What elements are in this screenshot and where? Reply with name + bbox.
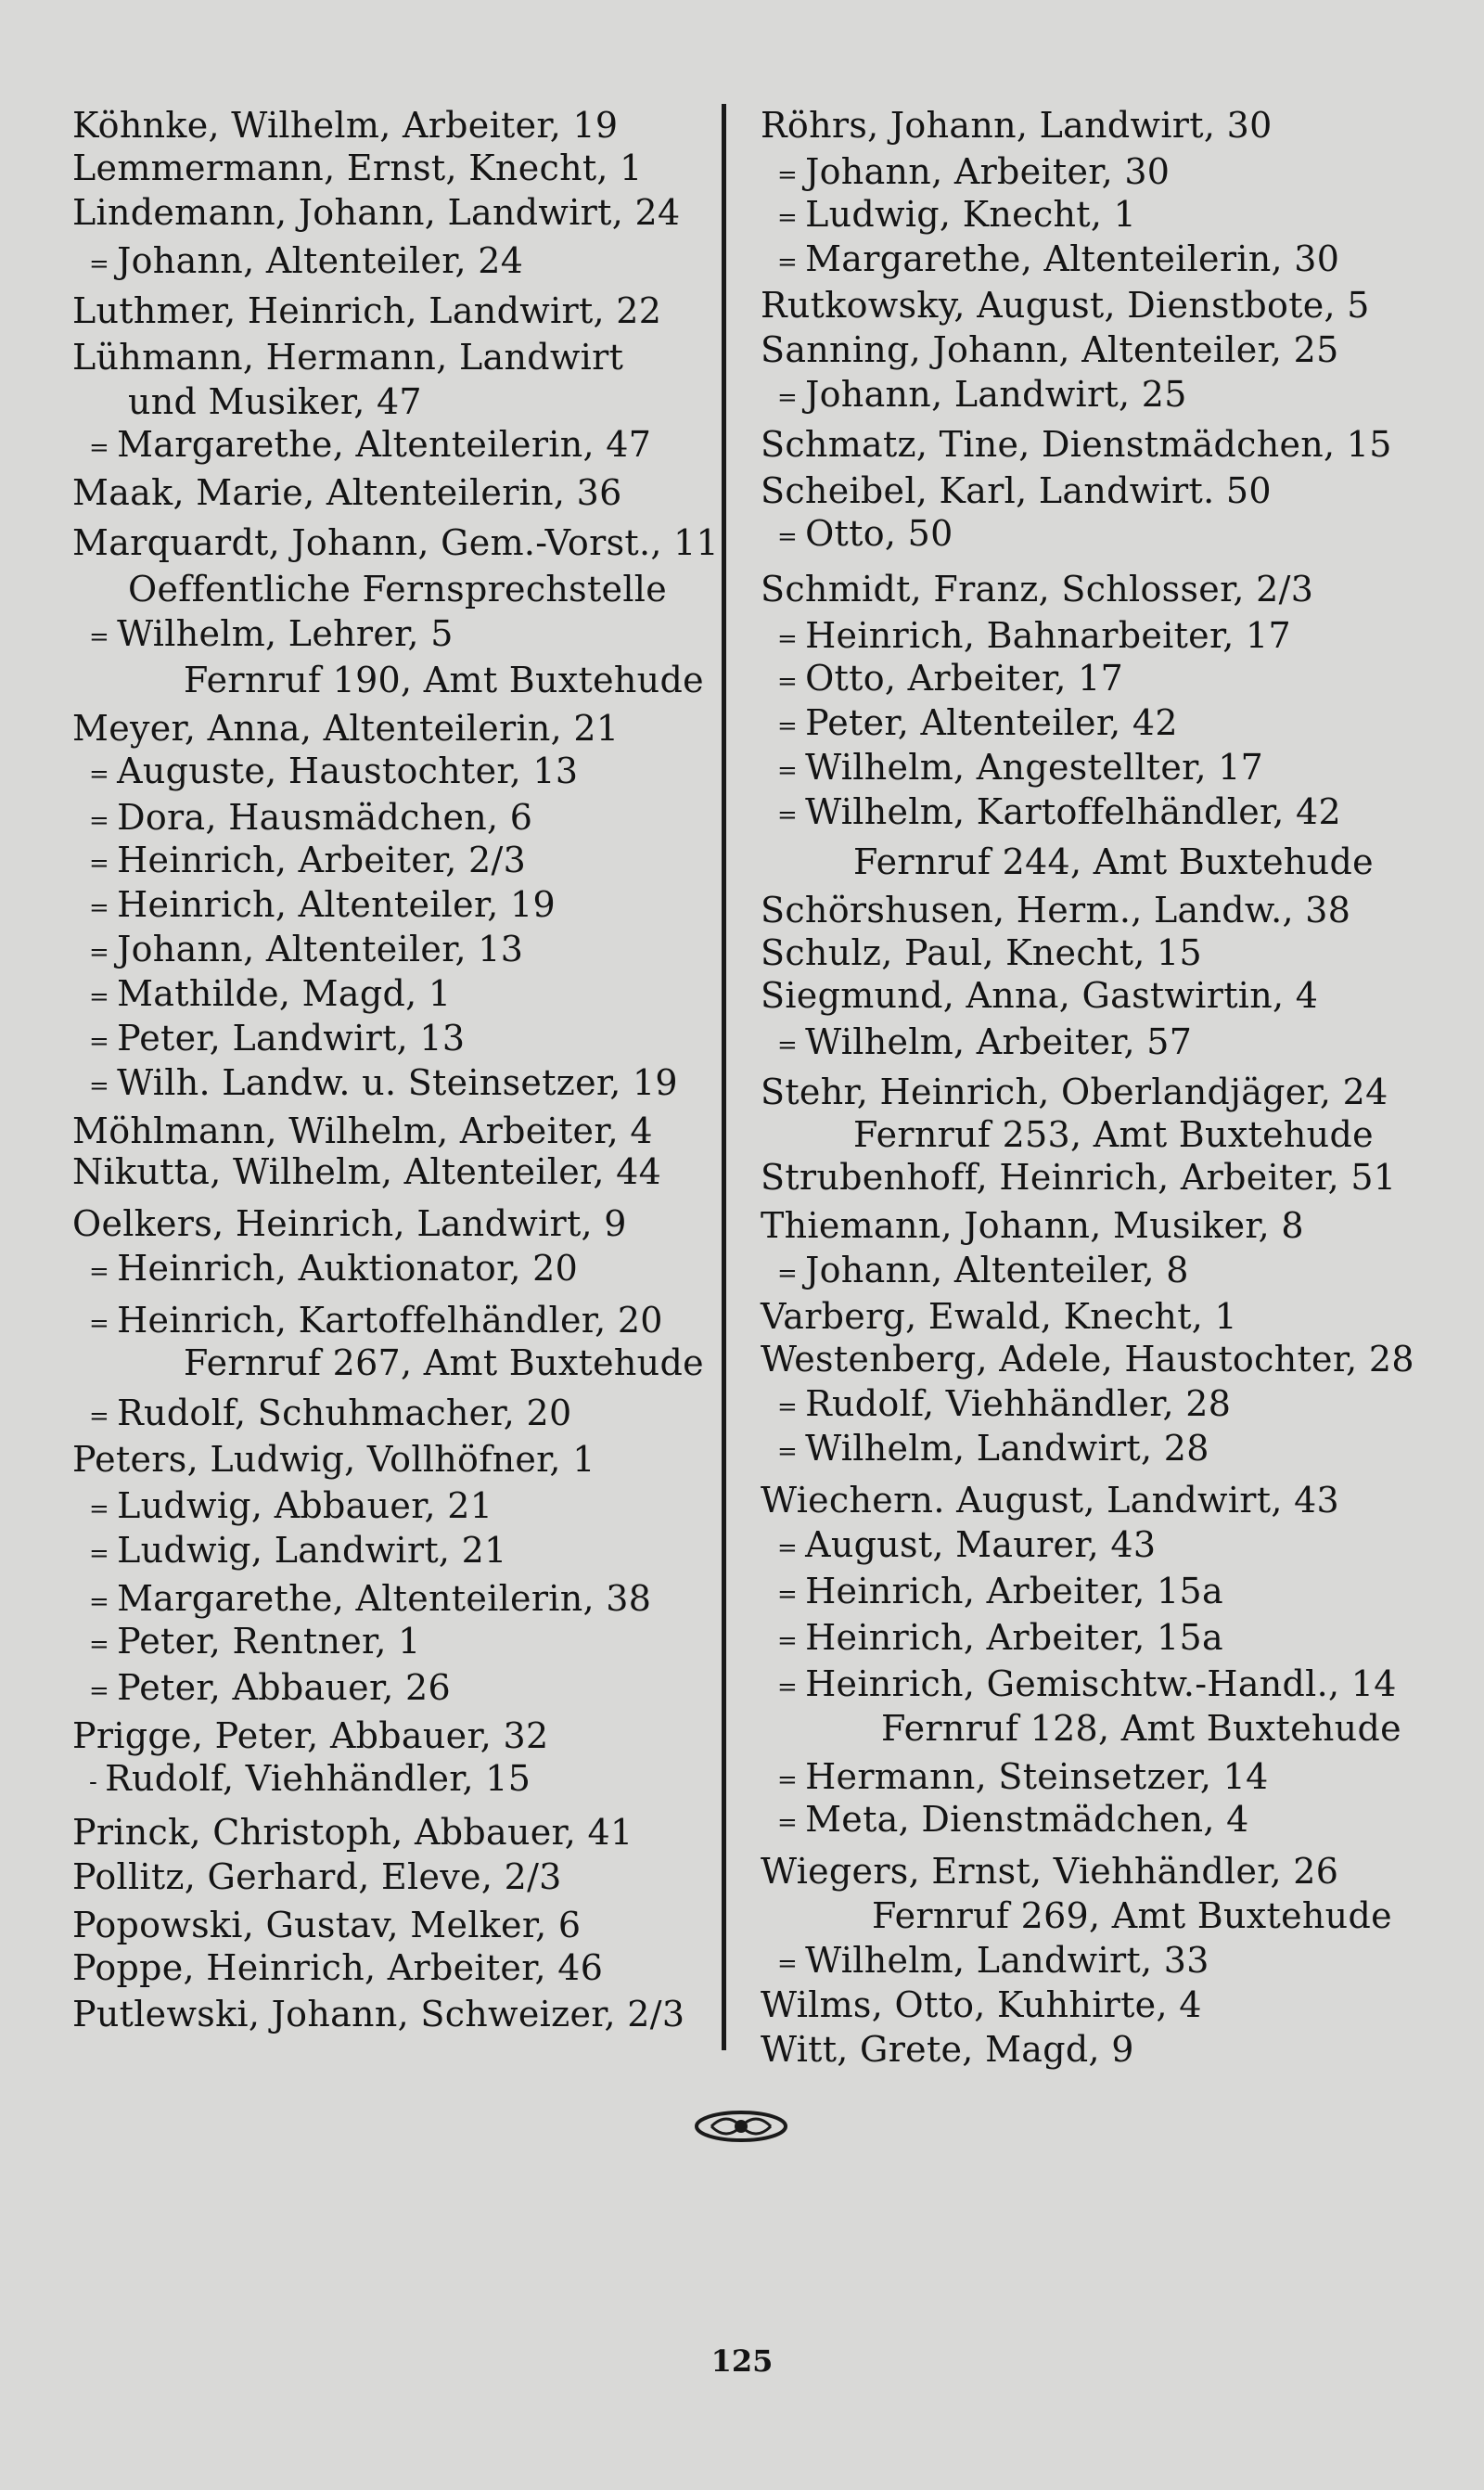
directory-entry <box>89 1757 531 1800</box>
entry-text: August, Maurer, 43 <box>805 1524 1157 1565</box>
entry-text: Johann, Landwirt, 25 <box>805 374 1187 415</box>
entry-text: Johann, Altenteiler, 24 <box>117 240 524 281</box>
entry-text: Wilhelm, Landwirt, 28 <box>805 1428 1209 1469</box>
entry-text: Popowski, Gustav, Melker, 6 <box>72 1905 582 1945</box>
directory-entry <box>128 380 422 423</box>
directory-entry <box>777 657 1123 700</box>
directory-entry <box>777 1662 1397 1705</box>
entry-text: Heinrich, Gemischtw.-Handl., 14 <box>805 1663 1397 1704</box>
directory-entry <box>72 1110 653 1152</box>
directory-entry <box>761 1983 1202 2026</box>
ditto-mark: = <box>89 849 110 878</box>
directory-entry <box>853 841 1374 883</box>
entry-text: Johann, Altenteiler, 8 <box>805 1250 1189 1290</box>
ditto-mark: = <box>777 1626 799 1655</box>
directory-entry <box>89 750 578 792</box>
entry-text: Fernruf 253, Amt Buxtehude <box>853 1114 1374 1155</box>
entry-text: Oelkers, Heinrich, Landwirt, 9 <box>72 1203 627 1244</box>
directory-entry <box>872 1894 1392 1937</box>
directory-entry <box>128 568 667 610</box>
entry-text: Rudolf, Schuhmacher, 20 <box>117 1393 572 1433</box>
directory-entry <box>72 147 643 189</box>
entry-text: Peter, Altenteiler, 42 <box>805 702 1178 743</box>
entry-text: Schmidt, Franz, Schlosser, 2/3 <box>761 569 1314 610</box>
ditto-mark: = <box>89 1309 110 1338</box>
directory-entry <box>761 328 1339 371</box>
entry-text: Johann, Altenteiler, 13 <box>117 929 524 969</box>
ditto-mark: = <box>89 1257 110 1286</box>
directory-entry <box>89 1577 651 1620</box>
entry-text: Möhlmann, Wilhelm, Arbeiter, 4 <box>72 1110 653 1151</box>
page-number: 125 <box>710 2343 774 2379</box>
entry-text: Marquardt, Johann, Gem.-Vorst., 11 <box>72 522 720 563</box>
ditto-mark: = <box>777 1765 799 1794</box>
directory-entry <box>777 237 1339 280</box>
entry-text: Heinrich, Arbeiter, 15a <box>805 1571 1223 1611</box>
directory-entry <box>777 1249 1189 1291</box>
entry-text: Prigge, Peter, Abbauer, 32 <box>72 1715 549 1756</box>
directory-entry <box>72 471 622 514</box>
directory-entry <box>761 568 1313 610</box>
directory-entry <box>777 1523 1156 1566</box>
entry-text: Rudolf, Viehhändler, 28 <box>805 1383 1232 1424</box>
entry-text: Wilms, Otto, Kuhhirte, 4 <box>761 1984 1202 2025</box>
directory-entry <box>72 1993 684 2035</box>
ditto-mark: = <box>89 893 110 922</box>
entry-text: Wilhelm, Lehrer, 5 <box>117 613 454 654</box>
directory-entry <box>72 1811 633 1854</box>
directory-entry <box>89 1666 451 1709</box>
directory-entry <box>777 373 1187 416</box>
entry-text: Witt, Grete, Magd, 9 <box>761 2029 1134 2070</box>
directory-entry <box>72 1438 595 1481</box>
entry-text: Lindemann, Johann, Landwirt, 24 <box>72 192 681 233</box>
fleuron-ornament-icon <box>693 2108 789 2145</box>
entry-text: Röhrs, Johann, Landwirt, 30 <box>761 105 1273 146</box>
directory-entry <box>89 423 651 466</box>
ditto-mark: - <box>89 1767 98 1796</box>
directory-entry <box>777 1755 1269 1798</box>
entry-text: Wilhelm, Angestellter, 17 <box>805 747 1264 788</box>
directory-entry <box>761 1850 1338 1893</box>
directory-entry <box>761 2028 1134 2071</box>
directory-entry <box>89 239 523 282</box>
ditto-mark: = <box>777 203 799 232</box>
entry-text: Otto, 50 <box>805 513 953 554</box>
ditto-mark: = <box>777 383 799 412</box>
directory-entry <box>72 1855 562 1898</box>
directory-entry <box>184 1341 704 1384</box>
directory-entry <box>89 1529 507 1572</box>
ditto-mark: = <box>777 1534 799 1562</box>
entry-text: Fernruf 128, Amt Buxtehude <box>881 1708 1401 1749</box>
ditto-mark: = <box>89 938 110 967</box>
directory-entry <box>777 512 953 555</box>
entry-text: Wiegers, Ernst, Viehhändler, 26 <box>761 1851 1339 1892</box>
entry-text: Fernruf 267, Amt Buxtehude <box>184 1342 704 1383</box>
ditto-mark: = <box>89 1402 110 1431</box>
directory-entry <box>761 1204 1304 1247</box>
directory-entry <box>777 193 1136 236</box>
ditto-mark: = <box>89 1072 110 1100</box>
ditto-mark: = <box>777 1808 799 1837</box>
directory-entry <box>89 928 523 970</box>
directory-entry <box>761 931 1202 974</box>
ditto-mark: = <box>777 1259 799 1288</box>
directory-entry <box>777 150 1170 193</box>
entry-text: Wilhelm, Kartoffelhändler, 42 <box>805 791 1341 832</box>
ditto-mark: = <box>89 622 110 651</box>
directory-entry <box>89 972 451 1015</box>
entry-text: Schörshusen, Herm., Landw., 38 <box>761 890 1351 931</box>
directory-entry <box>89 883 556 926</box>
entry-text: Heinrich, Arbeiter, 2/3 <box>117 840 527 880</box>
ditto-mark: = <box>89 433 110 462</box>
ditto-mark: = <box>89 1027 110 1056</box>
entry-text: Princk, Christoph, Abbauer, 41 <box>72 1812 633 1853</box>
entry-text: Heinrich, Bahnarbeiter, 17 <box>805 615 1291 656</box>
entry-text: Lühmann, Hermann, Landwirt <box>72 337 624 378</box>
entry-text: Fernruf 269, Amt Buxtehude <box>872 1895 1392 1936</box>
entry-text: Westenberg, Adele, Haustochter, 28 <box>761 1339 1414 1380</box>
directory-entry <box>89 1392 571 1434</box>
ditto-mark: = <box>89 806 110 835</box>
directory-entry <box>89 612 454 655</box>
entry-text: Thiemann, Johann, Musiker, 8 <box>761 1205 1304 1246</box>
entry-text: Wilhelm, Landwirt, 33 <box>805 1940 1209 1981</box>
directory-entry <box>72 707 619 750</box>
directory-entry <box>89 839 526 881</box>
directory-entry <box>777 1382 1231 1425</box>
directory-entry <box>761 1156 1396 1199</box>
directory-entry <box>761 284 1370 327</box>
ditto-mark: = <box>777 1031 799 1059</box>
entry-text: Schulz, Paul, Knecht, 15 <box>761 932 1202 973</box>
entry-text: Oeffentliche Fernsprechstelle <box>128 569 668 610</box>
directory-entry <box>777 1427 1209 1470</box>
directory-entry <box>761 1338 1414 1380</box>
entry-text: Meyer, Anna, Altenteilerin, 21 <box>72 708 620 749</box>
entry-text: Margarethe, Altenteilerin, 38 <box>117 1578 652 1619</box>
directory-entry <box>72 1202 627 1245</box>
entry-text: Ludwig, Knecht, 1 <box>805 194 1137 235</box>
ditto-mark: = <box>89 1630 110 1659</box>
directory-entry <box>777 701 1178 744</box>
ditto-mark: = <box>89 1539 110 1568</box>
entry-text: Stehr, Heinrich, Oberlandjäger, 24 <box>761 1072 1388 1112</box>
ditto-mark: = <box>777 667 799 696</box>
entry-text: Heinrich, Arbeiter, 15a <box>805 1617 1223 1658</box>
ditto-mark: = <box>89 1587 110 1616</box>
entry-text: Heinrich, Kartoffelhändler, 20 <box>117 1300 663 1341</box>
directory-entry <box>777 1616 1223 1659</box>
ditto-mark: = <box>777 1393 799 1421</box>
column-divider <box>722 104 726 2050</box>
directory-entry <box>72 521 719 564</box>
entry-text: Putlewski, Johann, Schweizer, 2/3 <box>72 1994 685 2034</box>
entry-text: Mathilde, Magd, 1 <box>117 973 452 1014</box>
ditto-mark: = <box>89 1676 110 1705</box>
entry-text: Meta, Dienstmädchen, 4 <box>805 1799 1249 1840</box>
entry-text: Hermann, Steinsetzer, 14 <box>805 1756 1269 1797</box>
entry-text: Luthmer, Heinrich, Landwirt, 22 <box>72 290 662 331</box>
directory-entry <box>777 790 1341 833</box>
entry-text: Ludwig, Abbauer, 21 <box>117 1485 493 1526</box>
directory-entry <box>184 659 704 701</box>
entry-text: Peter, Landwirt, 13 <box>117 1018 466 1059</box>
directory-entry <box>761 423 1392 466</box>
directory-entry <box>72 289 661 332</box>
directory-entry <box>72 1904 581 1946</box>
entry-text: Peter, Rentner, 1 <box>117 1621 421 1662</box>
ditto-mark: = <box>777 801 799 829</box>
directory-entry <box>89 1247 578 1290</box>
entry-text: Maak, Marie, Altenteilerin, 36 <box>72 472 622 513</box>
directory-entry <box>777 1570 1223 1612</box>
entry-text: Wilhelm, Arbeiter, 57 <box>805 1021 1193 1062</box>
entry-text: Lemmermann, Ernst, Knecht, 1 <box>72 148 643 188</box>
ditto-mark: = <box>777 624 799 653</box>
ditto-mark: = <box>89 250 110 278</box>
entry-text: Johann, Arbeiter, 30 <box>805 151 1171 192</box>
entry-text: Wilh. Landw. u. Steinsetzer, 19 <box>117 1062 678 1103</box>
directory-entry <box>777 746 1263 789</box>
entry-text: Strubenhoff, Heinrich, Arbeiter, 51 <box>761 1157 1397 1198</box>
entry-text: und Musiker, 47 <box>128 381 422 422</box>
ditto-mark: = <box>777 248 799 276</box>
ditto-mark: = <box>777 160 799 189</box>
directory-entry <box>89 1017 465 1059</box>
directory-entry <box>72 191 680 234</box>
entry-text: Sanning, Johann, Altenteiler, 25 <box>761 329 1339 370</box>
entry-text: Siegmund, Anna, Gastwirtin, 4 <box>761 975 1319 1016</box>
directory-entry <box>761 974 1318 1017</box>
entry-text: Pollitz, Gerhard, Eleve, 2/3 <box>72 1856 562 1897</box>
directory-entry <box>777 1798 1249 1841</box>
directory-entry <box>72 1946 603 1989</box>
entry-text: Ludwig, Landwirt, 21 <box>117 1530 507 1571</box>
directory-entry <box>89 1299 663 1341</box>
entry-text: Köhnke, Wilhelm, Arbeiter, 19 <box>72 105 619 146</box>
directory-entry <box>761 469 1272 512</box>
directory-entry <box>89 1484 493 1527</box>
entry-text: Schmatz, Tine, Dienstmädchen, 15 <box>761 424 1392 465</box>
directory-entry <box>777 1939 1209 1982</box>
ditto-mark: = <box>777 1673 799 1701</box>
entry-text: Wiechern. August, Landwirt, 43 <box>761 1480 1340 1521</box>
directory-entry <box>777 614 1291 657</box>
directory-entry <box>72 104 618 147</box>
entry-text: Margarethe, Altenteilerin, 47 <box>117 424 652 465</box>
ditto-mark: = <box>89 760 110 789</box>
entry-text: Heinrich, Altenteiler, 19 <box>117 884 556 925</box>
entry-text: Otto, Arbeiter, 17 <box>805 658 1124 699</box>
directory-entry <box>72 336 623 379</box>
entry-text: Margarethe, Altenteilerin, 30 <box>805 238 1340 279</box>
directory-entry <box>853 1113 1374 1156</box>
entry-text: Heinrich, Auktionator, 20 <box>117 1248 579 1289</box>
directory-entry <box>72 1714 548 1757</box>
entry-text: Rutkowsky, August, Dienstbote, 5 <box>761 285 1370 326</box>
entry-text: Poppe, Heinrich, Arbeiter, 46 <box>72 1947 604 1988</box>
directory-entry <box>761 1479 1339 1521</box>
directory-entry <box>72 1150 661 1193</box>
directory-entry <box>761 1071 1388 1113</box>
entry-text: Peters, Ludwig, Vollhöfner, 1 <box>72 1439 595 1480</box>
ditto-mark: = <box>777 1437 799 1466</box>
ditto-mark: = <box>89 1495 110 1523</box>
ditto-mark: = <box>777 1949 799 1978</box>
directory-entry <box>89 1061 678 1104</box>
ditto-mark: = <box>777 756 799 785</box>
entry-text: Peter, Abbauer, 26 <box>117 1667 451 1708</box>
ditto-mark: = <box>777 1580 799 1609</box>
entry-text: Varberg, Ewald, Knecht, 1 <box>761 1296 1238 1337</box>
entry-text: Rudolf, Viehhändler, 15 <box>105 1758 531 1799</box>
directory-entry <box>89 796 532 839</box>
directory-entry <box>777 1020 1192 1063</box>
entry-text: Fernruf 190, Amt Buxtehude <box>184 660 704 700</box>
ditto-mark: = <box>777 712 799 740</box>
entry-text: Nikutta, Wilhelm, Altenteiler, 44 <box>72 1151 662 1192</box>
directory-entry <box>881 1707 1401 1750</box>
ditto-mark: = <box>89 982 110 1011</box>
entry-text: Auguste, Haustochter, 13 <box>117 751 579 791</box>
directory-entry <box>761 104 1273 147</box>
ditto-mark: = <box>777 522 799 551</box>
directory-entry <box>89 1620 421 1662</box>
entry-text: Dora, Hausmädchen, 6 <box>117 797 533 838</box>
entry-text: Scheibel, Karl, Landwirt. 50 <box>761 470 1272 511</box>
directory-entry <box>761 889 1350 931</box>
directory-entry <box>761 1295 1237 1338</box>
entry-text: Fernruf 244, Amt Buxtehude <box>853 841 1374 882</box>
